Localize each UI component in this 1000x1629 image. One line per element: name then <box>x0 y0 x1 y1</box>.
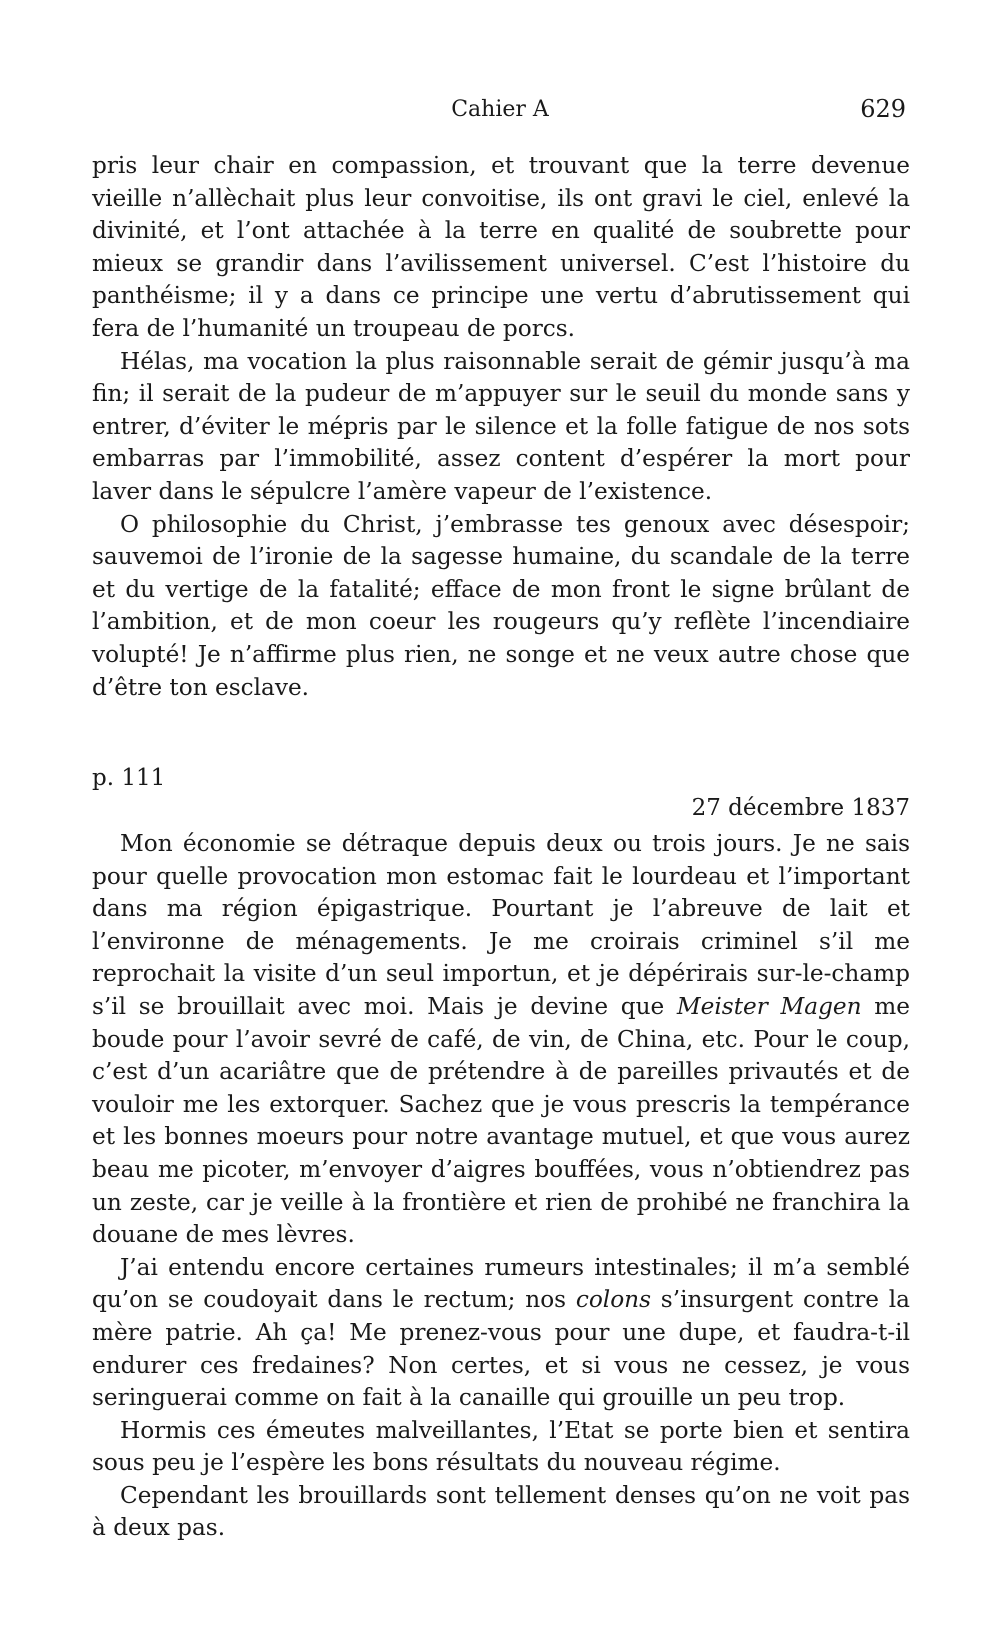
page-reference: p. 111 <box>92 765 166 791</box>
paragraph: Cependant les brouillards sont tellement denses qu’on ne voit pas à deux pas. <box>92 1481 910 1542</box>
paragraph: Hélas, ma vocation la plus raisonnable serait de gémir jusqu’à ma fin; il serait de la pudeur de m’appuyer sur le seuil du monde sans y entrer, d’éviter le mépris par le silence et la folle fatigue de nos sots embarras par l’immobilité, assez content d’espérer la mort pour laver dans le sépulcre l’amère vapeur de l’existence. <box>92 347 910 505</box>
page-number: 629 <box>860 95 906 123</box>
italic-text: Meister Magen <box>676 992 862 1020</box>
entry-date: 27 décembre 1837 <box>691 795 910 821</box>
page-header <box>90 95 910 135</box>
text-block-continuation <box>92 150 910 704</box>
paragraph <box>92 1252 910 1415</box>
paragraph <box>92 828 910 1252</box>
paragraph-text: s’insurgent contre la mère patrie. Ah ça! Me prenez-vous pour une dupe, et faudra-t-il endurer ces fredaines? Non certes, et si vous ne cessez, je vous seringuerai comme on fait à la canaille qui grouille un peu trop. <box>92 1286 911 1412</box>
paragraph: O philosophie du Christ, j’embrasse tes genoux avec désespoir; sauvemoi de l’ironie de la sagesse humaine, du scandale de la terre et du vertige de la fatalité; efface de mon front le signe brûlant de l’ambition, et de mon coeur les rougeurs qu’y reflète l’incendiaire volupté! Je n’affirme plus rien, ne songe et ne veux autre chose que d’être ton esclave. <box>92 510 910 701</box>
running-title: Cahier A <box>451 97 549 122</box>
italic-text: colons <box>575 1286 652 1314</box>
paragraph-text: J’ai entendu encore certaines rumeurs intestinales; il m’a semblé qu’on se coudoyait dans le rectum; nos <box>92 1253 910 1314</box>
paragraph-text: Mon économie se détraque depuis deux ou trois jours. Je ne sais pour quelle provocation mon estomac fait le lourdeau et l’important dans ma région épigastrique. Pourtant je l’abreuve de lait et l’environne de ménagements. Je me croirais criminel s’il me reprochait la visite d’un seul importun, et je dépérirais sur-le-champ s’il se brouillait avec moi. Mais je devine que <box>92 830 910 1020</box>
paragraph: Hormis ces émeutes malveillantes, l’Etat se porte bien et sentira sous peu je l’espère les bons résultats du nouveau régime. <box>92 1416 910 1477</box>
paragraph: pris leur chair en compassion, et trouvant que la terre devenue vieille n’allèchait plus leur convoitise, ils ont gravi le ciel, enlevé la divinité, et l’ont attachée à la terre en qualité de soubrette pour mieux se grandir dans l’avilissement universel. C’est l’histoire du panthéisme; il y a dans ce principe une vertu d’abrutissement qui fera de l’humanité un troupeau de porcs. <box>92 152 910 342</box>
paragraph-text: me boude pour l’avoir sevré de café, de vin, de China, etc. Pour le coup, c’est d’un acariâtre que de prétendre à de pareilles privautés et de vouloir me les extorquer. Sachez que je vous prescris la tempérance et les bonnes moeurs pour notre avantage mutuel, et que vous aurez beau me picoter, m’envoyer d’aigres bouffées, vous n’obtiendrez pas un zeste, car je veille à la frontière et rien de prohibé ne franchira la douane de mes lèvres. <box>92 992 910 1249</box>
text-block-entry <box>92 828 910 1545</box>
